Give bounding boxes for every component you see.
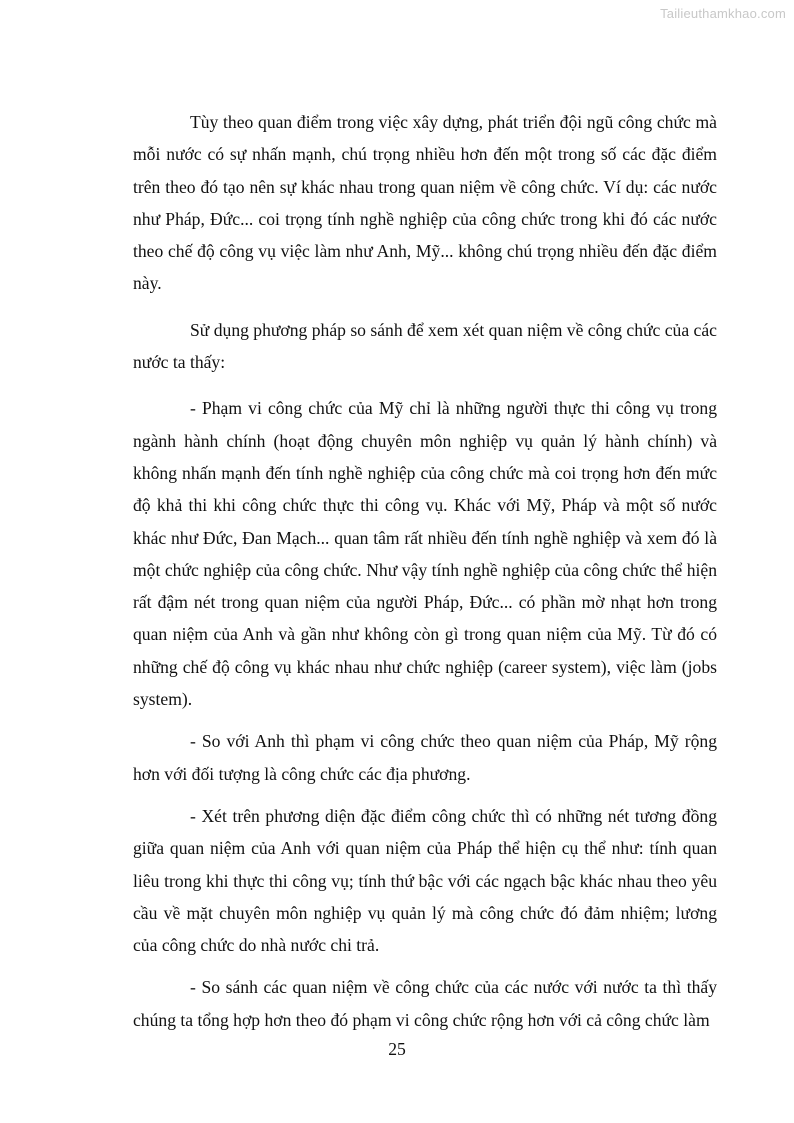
- paragraph-so-voi-anh: - So với Anh thì phạm vi công chức theo quan niệm của Pháp, Mỹ rộng hơn với đối tượng là công chức các địa phương.: [133, 731, 717, 784]
- document-body: [133, 106, 717, 1036]
- paragraph-pham-vi-my: - Phạm vi công chức của Mỹ chỉ là những người thực thi công vụ trong ngành hành chính (hoạt động chuyên môn nghiệp vụ quản lý hành chính) và không nhấn mạnh đến tính nghề nghiệp của công chức mà coi trọng hơn đến mức độ khả thi khi công chức thực thi công vụ. Khác với Mỹ, Pháp và một số nước khác như Đức, Đan Mạch... quan tâm rất nhiều đến tính nghề nghiệp và xem đó là một chức nghiệp của công chức. Như vậy tính nghề nghiệp của công chức thể hiện rất đậm nét trong quan niệm của người Pháp, Đức... có phần mờ nhạt hơn trong quan niệm của Anh và gần như không còn gì trong quan niệm của Mỹ. Từ đó có những chế độ công vụ khác nhau như chức nghiệp (career system), việc làm (jobs system).: [133, 398, 717, 710]
- paragraph-so-sanh-nuoc-ta: - So sánh các quan niệm về công chức của các nước với nước ta thì thấy chúng ta tổng hợp hơn theo đó phạm vi công chức rộng hơn với cả công chức làm: [133, 977, 717, 1030]
- watermark: Tailieuthamkhao.com: [660, 6, 786, 21]
- paragraph-phuong-phap-so-sanh: Sử dụng phương pháp so sánh để xem xét quan niệm về công chức của các nước ta thấy:: [133, 319, 717, 373]
- paragraph-dac-diem-cong-chuc: - Xét trên phương diện đặc điểm công chức thì có những nét tương đồng giữa quan niệm của Anh với quan niệm của Pháp thể hiện cụ thể như: tính quan liêu trong khi thực thi công vụ; tính thứ bậc với các ngạch bậc khác nhau theo yêu cầu về mặt chuyên môn nghiệp vụ quản lý mà công chức đó đảm nhiệm; lương của công chức do nhà nước chi trả.: [133, 805, 717, 956]
- paragraph-quan-diem: Tùy theo quan điểm trong việc xây dựng, phát triển đội ngũ công chức mà mỗi nước có sự nhấn mạnh, chú trọng nhiều hơn đến một trong số các đặc điểm trên theo đó tạo nên sự khác nhau trong quan niệm về công chức. Ví dụ: các nước như Pháp, Đức... coi trọng tính nghề nghiệp của công chức trong khi đó các nước theo chế độ công vụ việc làm như Anh, Mỹ... không chú trọng nhiều đến đặc điểm này.: [133, 112, 717, 294]
- page-number: 25: [388, 1039, 406, 1059]
